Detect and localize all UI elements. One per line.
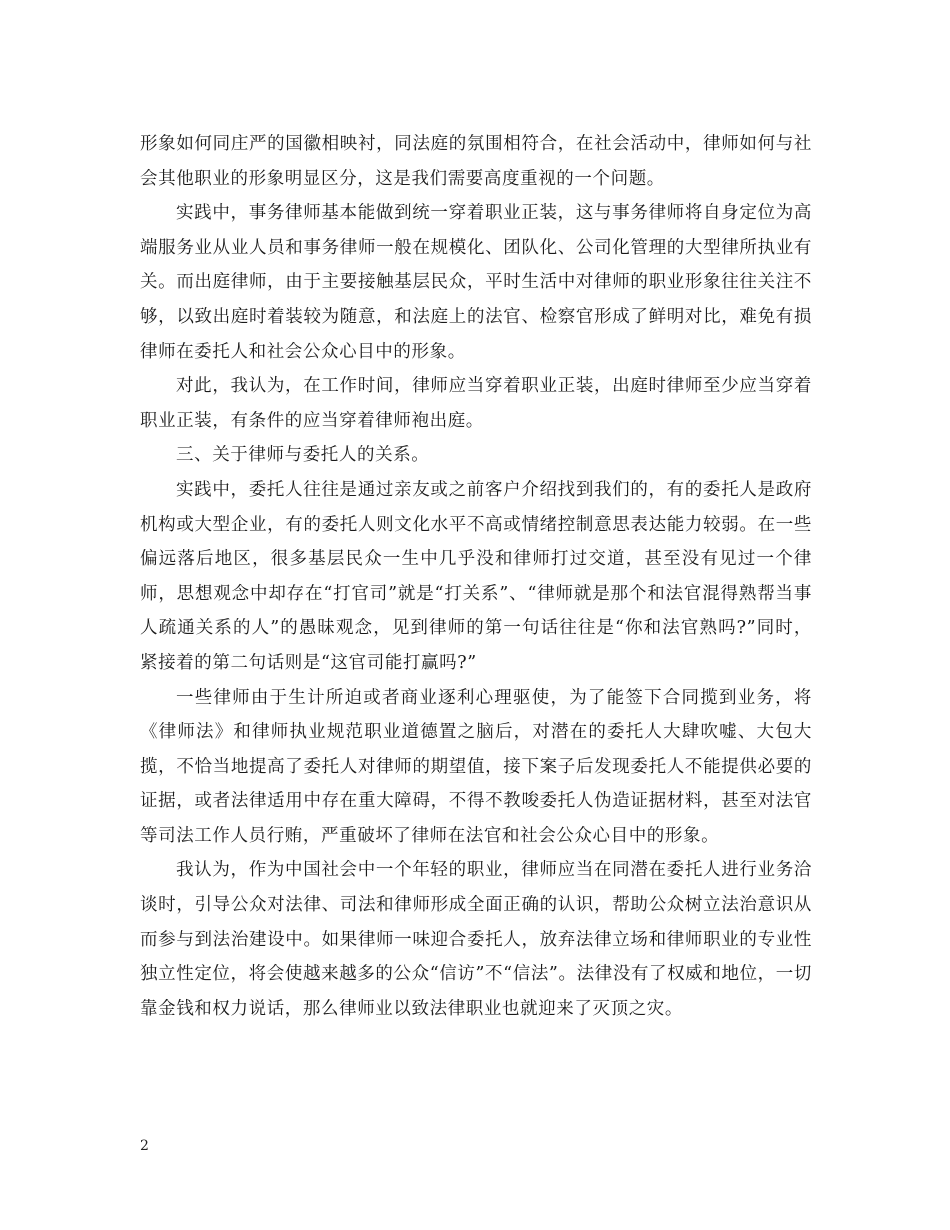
paragraph-7: 我认为，作为中国社会中一个年轻的职业，律师应当在同潜在委托人进行业务洽谈时，引导公众对法律、司法和律师形成全面正确的认识，帮助公众树立法治意识从而参与到法治建设中。如果律师一味迎合委托人，放弃法律立场和律师职业的专业性独立性定位，将会使越来越多的公众“信访”不“信法”。法律没有了权威和地位，一切靠金钱和权力说话，那么律师业以致法律职业也就迎来了灭顶之灾。 — [140, 860, 812, 1019]
paragraph-1: 形象如何同庄严的国徽相映衬，同法庭的氛围相符合，在社会活动中，律师如何与社会其他职业的形象明显区分，这是我们需要高度重视的一个问题。 — [140, 134, 812, 189]
body-text — [140, 127, 812, 1026]
page-number: 2 — [140, 1138, 149, 1154]
paragraph-5: 实践中，委托人往往是通过亲友或之前客户介绍找到我们的，有的委托人是政府机构或大型企业，有的委托人则文化水平不高或情绪控制意思表达能力较弱。在一些偏远落后地区，很多基层民众一生中几乎没和律师打过交道，甚至没有见过一个律师，思想观念中却存在“打官司”就是“打关系”、“律师就是那个和法官混得熟帮当事人疏通关系的人”的愚昧观念，见到律师的第一句话往往是“你和法官熟吗?”同时，紧接着的第二句话则是“这官司能打赢吗?” — [140, 479, 812, 673]
section-heading: 三、关于律师与委托人的关系。 — [176, 445, 430, 466]
paragraph-2: 实践中，事务律师基本能做到统一穿着职业正装，这与事务律师将自身定位为高端服务业从业人员和事务律师一般在规模化、团队化、公司化管理的大型律所执业有关。而出庭律师，由于主要接触基层民众，平时生活中对律师的职业形象往往关注不够，以致出庭时着装较为随意，和法庭上的法官、检察官形成了鲜明对比，难免有损律师在委托人和社会公众心目中的形象。 — [140, 203, 812, 362]
paragraph-6: 一些律师由于生计所迫或者商业逐利心理驱使，为了能签下合同揽到业务，将《律师法》和律师执业规范职业道德置之脑后，对潜在的委托人大肆吹嘘、大包大揽，不恰当地提高了委托人对律师的期望值，接下案子后发现委托人不能提供必要的证据，或者法律适用中存在重大障碍，不得不教唆委托人伪造证据材料，甚至对法官等司法工作人员行贿，严重破坏了律师在法官和社会公众心目中的形象。 — [140, 687, 812, 846]
paragraph-3: 对此，我认为，在工作时间，律师应当穿着职业正装，出庭时律师至少应当穿着职业正装，有条件的应当穿着律师袍出庭。 — [140, 376, 812, 431]
